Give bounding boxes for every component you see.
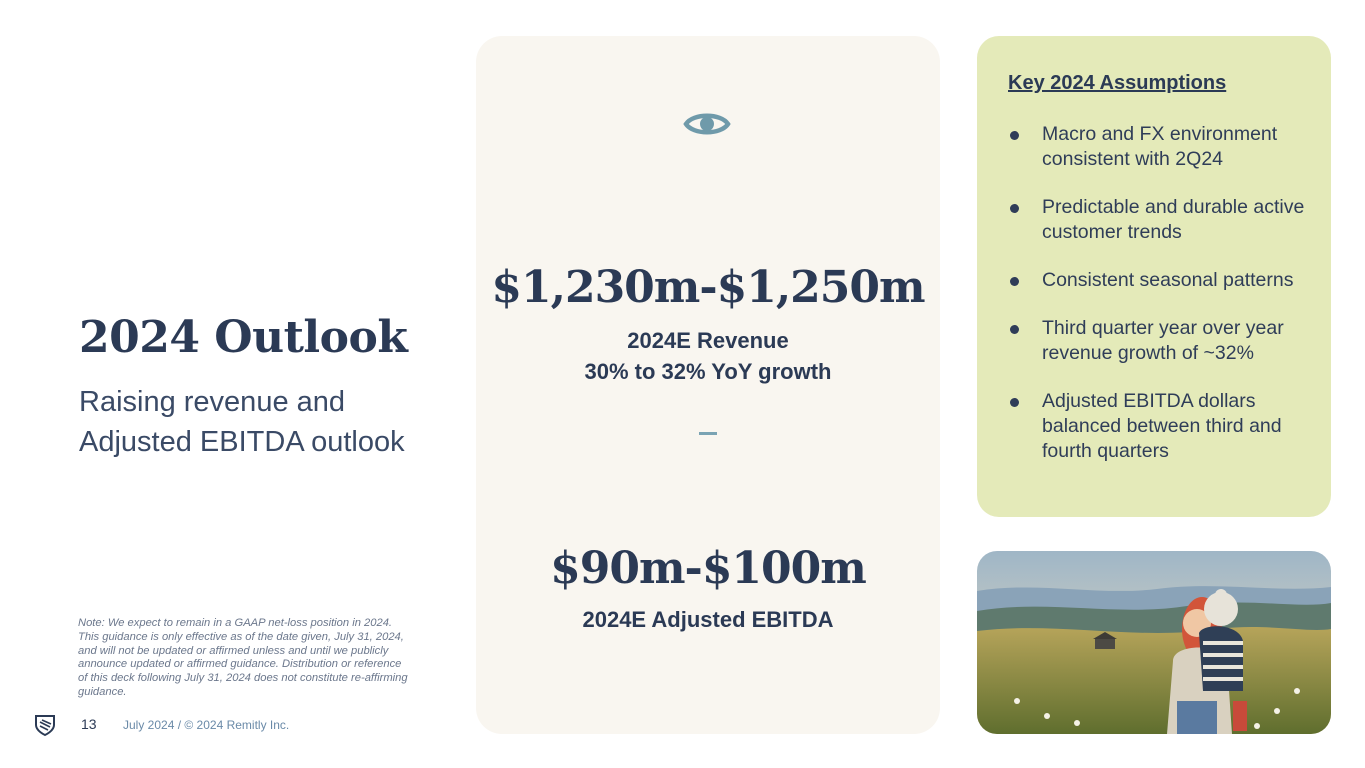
assumptions-heading: Key 2024 Assumptions: [1008, 72, 1227, 94]
revenue-guidance-label: [476, 325, 940, 387]
revenue-label: 2024E Revenue: [627, 328, 789, 353]
bullet-icon: [1010, 277, 1019, 286]
remitly-shield-logo-icon: [34, 713, 56, 737]
page-title: 2024 Outlook: [79, 312, 408, 363]
bullet-icon: [1010, 325, 1019, 334]
list-item: Consistent seasonal patterns: [1008, 268, 1318, 293]
bullet-icon: [1010, 204, 1019, 213]
list-item: Macro and FX environment consistent with 2Q24: [1008, 122, 1318, 172]
meadow-photo-illustration: [977, 551, 1331, 734]
separator-dash: [699, 432, 717, 435]
bullet-icon: [1010, 131, 1019, 140]
photo-mother-and-child: [977, 551, 1331, 734]
eye-icon: [683, 108, 731, 140]
assumptions-card: [977, 36, 1331, 517]
assumptions-list: [1008, 122, 1318, 487]
page-number: 13: [81, 716, 97, 732]
outlook-card: [476, 36, 940, 734]
revenue-guidance-value: $1,230m-$1,250m: [491, 262, 925, 313]
ebitda-guidance-value: $90m-$100m: [550, 543, 866, 594]
list-item: Predictable and durable active customer trends: [1008, 195, 1318, 245]
page-subtitle: Raising revenue and Adjusted EBITDA outlook: [79, 386, 405, 458]
list-item: Third quarter year over year revenue growth of ~32%: [1008, 316, 1318, 366]
footer-copyright: July 2024 / © 2024 Remitly Inc.: [123, 718, 290, 732]
revenue-growth: 30% to 32% YoY growth: [584, 359, 832, 384]
guidance-note: Note: We expect to remain in a GAAP net-loss position in 2024. This guidance is only effective as of the date given, July 31, 2024, and will not be updated or affirmed unless and until we publicly announce updated or affirmed guidance. Distribution or reference of this deck following July 31, 2024 does not constitute re-affirming guidance.: [78, 617, 408, 698]
bullet-icon: [1010, 398, 1019, 407]
ebitda-guidance-label: 2024E Adjusted EBITDA: [582, 607, 834, 632]
list-item: Adjusted EBITDA dollars balanced between third and fourth quarters: [1008, 389, 1318, 464]
